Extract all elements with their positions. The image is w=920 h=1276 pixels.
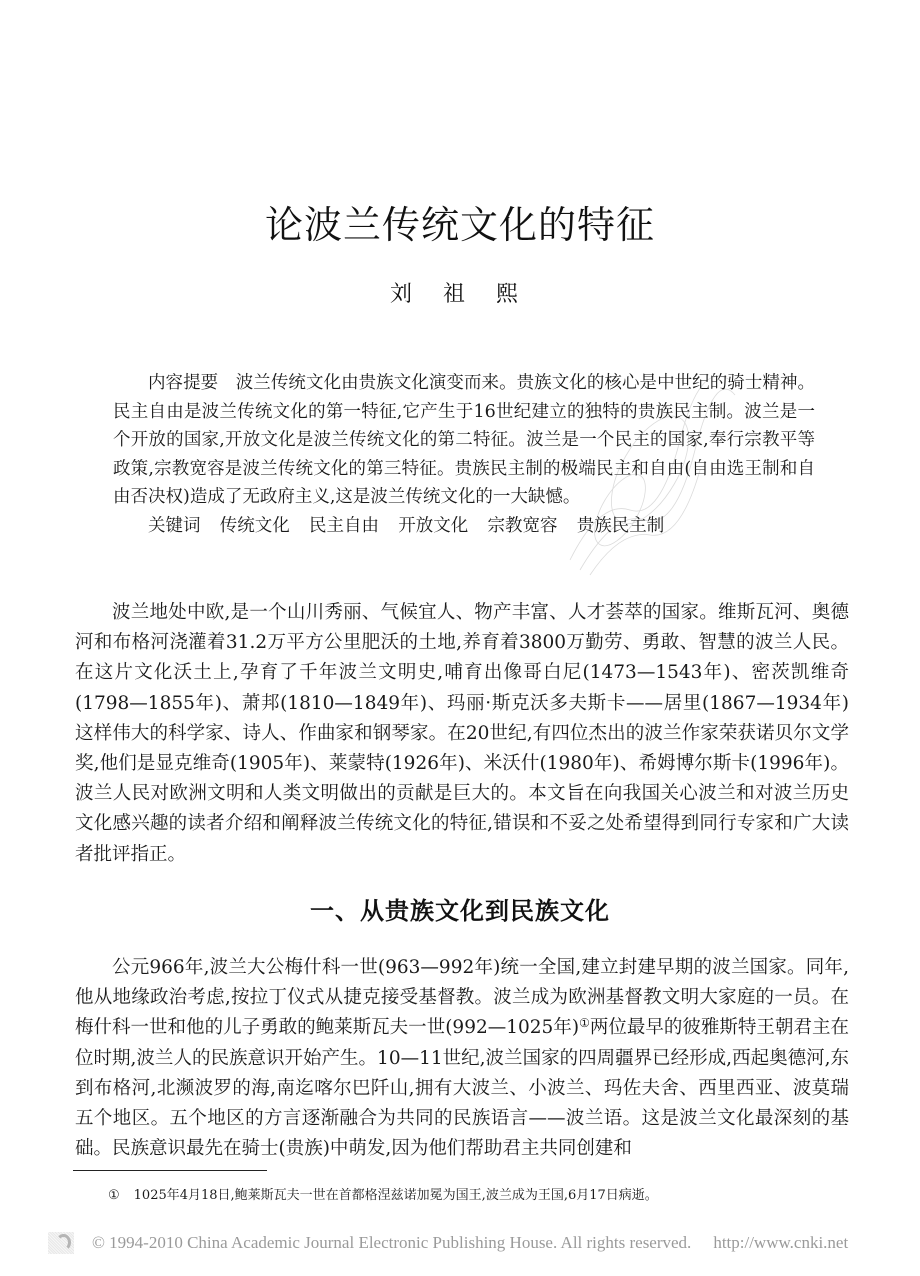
keyword: 传统文化 [219, 515, 290, 536]
keywords-label: 关键词 [148, 515, 201, 536]
keyword: 开放文化 [398, 515, 469, 536]
paper-title: 论波兰传统文化的特征 [264, 203, 655, 247]
paragraph-text: 两位最早的彼雅斯特王朝君主在位时期,波兰人的民族意识开始产生。10—11世纪,波兰国家的四周疆界已经形成,西起奥德河,东到布格河,北濒波罗的海,南迄喀尔巴阡山,拥有大波兰、小波兰、玛佐夫舍、西里西亚、波莫瑞五个地区。五个地区的方言逐渐融合为共同的民族语言——波兰语。这是波兰文化最深刻的基础。民族意识最先在骑士(贵族)中萌发,因为他们帮助君主共同创建和 [75, 1017, 849, 1160]
footnote [108, 1186, 868, 1206]
author-name: 刘 祖 熙 [390, 282, 530, 307]
footnote-mark: ① [108, 1188, 120, 1203]
footnote-text: 1025年4月18日,鲍莱斯瓦夫一世在首都格涅兹诺加冕为国王,波兰成为王国,6月17日病逝。 [133, 1188, 658, 1203]
abstract-text: 波兰传统文化由贵族文化演变而来。贵族文化的核心是中世纪的骑士精神。民主自由是波兰传统文化的第一特征,它产生于16世纪建立的独特的贵族民主制。波兰是一个开放的国家,开放文化是波兰传统文化的第二特征。波兰是一个民主的国家,奉行宗教平等政策,宗教宽容是波兰传统文化的第三特征。贵族民主制的极端民主和自由(自由选王制和自由否决权)造成了无政府主义,这是波兰传统文化的一大缺憾。 [113, 373, 816, 507]
paragraph-text: 公元966年,波兰大公梅什科一世(963—992年)统一全国,建立封建早期的波兰国家。同年,他从地缘政治考虑,按拉丁仪式从捷克接受基督教。波兰成为欧洲基督教文明大家庭的一员。在梅什科一世和他的儿子勇敢的鲍莱斯瓦夫一世(992—1025年) [75, 957, 849, 1039]
abstract-label: 内容提要 [148, 373, 219, 393]
keyword: 贵族民主制 [576, 515, 665, 536]
section-1-body [75, 953, 849, 1164]
abstract-paragraph [113, 369, 815, 512]
intro-paragraph: 波兰地处中欧,是一个山川秀丽、气候宜人、物产丰富、人才荟萃的国家。维斯瓦河、奥德河和布格河浇灌着31.2万平方公里肥沃的土地,养育着3800万勤劳、勇敢、智慧的波兰人民。在这片文化沃土上,孕育了千年波兰文明史,哺育出像哥白尼(1473—1543年)、密茨凯维奇(1798—1855年)、萧邦(1810—1849年)、玛丽·斯克沃多夫斯卡——居里(1867—1934年)这样伟大的科学家、诗人、作曲家和钢琴家。在20世纪,有四位杰出的波兰作家荣获诺贝尔文学奖,他们是显克维奇(1905年)、莱蒙特(1926年)、米沃什(1980年)、希姆博尔斯卡(1996年)。波兰人民对欧洲文明和人类文明做出的贡献是巨大的。本文旨在向我国关心波兰和对波兰历史文化感兴趣的读者介绍和阐释波兰传统文化的特征,错误和不妥之处希望得到同行专家和广大读者批评指正。 [75, 602, 849, 865]
keyword: 民主自由 [309, 515, 379, 536]
keyword: 宗教宽容 [487, 515, 558, 536]
abstract-section [113, 369, 815, 540]
copyright-notice: © 1994-2010 China Academic Journal Electronic Publishing House. All rights reserved. [92, 1233, 692, 1252]
section-1-paragraph [75, 953, 849, 1164]
publisher-url-link[interactable]: http://www.cnki.net [713, 1233, 849, 1252]
publisher-footer [48, 1225, 920, 1261]
intro-section [75, 598, 849, 870]
section-heading: 一、从贵族文化到民族文化 [310, 897, 610, 925]
keywords-line [113, 512, 815, 541]
footnote-reference[interactable]: ① [579, 1016, 590, 1031]
cnki-logo-icon [48, 1232, 74, 1254]
footnote-divider [73, 1170, 267, 1171]
